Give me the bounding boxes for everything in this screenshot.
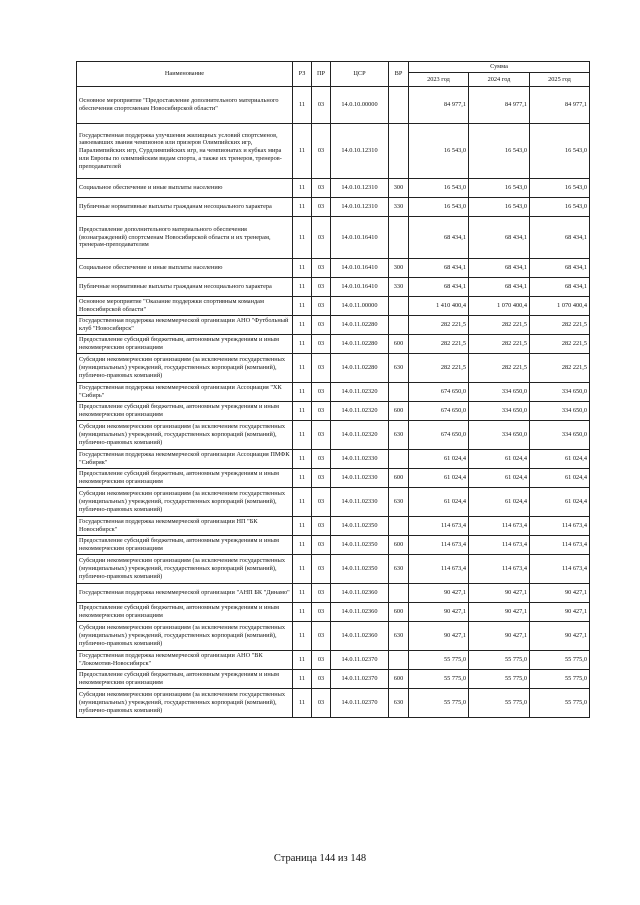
- row-rz: 11: [293, 450, 312, 469]
- row-amount-2023: 674 650,0: [409, 421, 469, 450]
- row-amount-2023: 674 650,0: [409, 402, 469, 421]
- row-csr: 14.0.11.02360: [331, 622, 389, 651]
- table-row: [77, 335, 590, 354]
- table-row: [77, 278, 590, 297]
- table-row: [77, 383, 590, 402]
- row-pr: 03: [312, 622, 331, 651]
- row-amount-2023: 16 543,0: [409, 198, 469, 217]
- row-csr: 14.0.11.02280: [331, 354, 389, 383]
- row-amount-2024: 1 070 400,4: [469, 297, 530, 316]
- row-name: Социальное обеспечение и иные выплаты населению: [77, 259, 293, 278]
- table-row: [77, 316, 590, 335]
- row-csr: 14.0.11.02280: [331, 316, 389, 335]
- row-amount-2024: 16 543,0: [469, 198, 530, 217]
- budget-table: [76, 61, 590, 718]
- row-amount-2025: 68 434,1: [530, 217, 590, 259]
- row-vr: [389, 584, 409, 603]
- row-vr: 630: [389, 689, 409, 718]
- row-csr: 14.0.10.16410: [331, 278, 389, 297]
- row-name: Субсидии некоммерческим организациям (за исключением государственных (муниципальных) учреждений, государственных корпораций (компаний), публично-правовых компаний): [77, 421, 293, 450]
- row-amount-2023: 61 024,4: [409, 469, 469, 488]
- header-csr: ЦСР: [331, 62, 389, 87]
- row-amount-2024: 55 775,0: [469, 670, 530, 689]
- row-amount-2025: 90 427,1: [530, 584, 590, 603]
- row-name: Предоставление субсидий бюджетным, автономным учреждениям и иным некоммерческим организациям: [77, 469, 293, 488]
- row-name: Государственная поддержка некоммерческой организации "АНП БК "Динамо": [77, 584, 293, 603]
- row-pr: 03: [312, 450, 331, 469]
- row-amount-2024: 282 221,5: [469, 316, 530, 335]
- row-rz: 11: [293, 402, 312, 421]
- row-vr: [389, 517, 409, 536]
- row-csr: 14.0.11.00000: [331, 297, 389, 316]
- row-rz: 11: [293, 469, 312, 488]
- table-row: [77, 259, 590, 278]
- row-vr: [389, 297, 409, 316]
- row-csr: 14.0.11.02350: [331, 517, 389, 536]
- row-pr: 03: [312, 87, 331, 124]
- table-row: [77, 555, 590, 584]
- row-amount-2025: 1 070 400,4: [530, 297, 590, 316]
- row-amount-2024: 114 673,4: [469, 536, 530, 555]
- row-amount-2024: 16 543,0: [469, 124, 530, 179]
- row-amount-2025: 16 543,0: [530, 198, 590, 217]
- row-rz: 11: [293, 335, 312, 354]
- row-amount-2025: 68 434,1: [530, 259, 590, 278]
- row-amount-2025: 114 673,4: [530, 536, 590, 555]
- row-amount-2024: 334 650,0: [469, 383, 530, 402]
- row-rz: 11: [293, 517, 312, 536]
- row-rz: 11: [293, 584, 312, 603]
- table-row: [77, 536, 590, 555]
- table-row: [77, 179, 590, 198]
- row-name: Предоставление субсидий бюджетным, автономным учреждениям и иным некоммерческим организациям: [77, 603, 293, 622]
- row-amount-2025: 114 673,4: [530, 555, 590, 584]
- row-name: Государственная поддержка некоммерческой организации Ассоциация ПМФК "Сибиряк": [77, 450, 293, 469]
- row-amount-2023: 61 024,4: [409, 488, 469, 517]
- row-amount-2025: 55 775,0: [530, 670, 590, 689]
- row-name: Государственная поддержка некоммерческой организации НП "БК Новосибирск": [77, 517, 293, 536]
- row-name: Предоставление субсидий бюджетным, автономным учреждениям и иным некоммерческим организациям: [77, 335, 293, 354]
- row-amount-2025: 55 775,0: [530, 689, 590, 718]
- row-pr: 03: [312, 689, 331, 718]
- row-csr: 14.0.11.02360: [331, 584, 389, 603]
- table-row: [77, 124, 590, 179]
- row-amount-2024: 68 434,1: [469, 217, 530, 259]
- row-amount-2024: 84 977,1: [469, 87, 530, 124]
- row-name: Основное мероприятие "Предоставление дополнительного материального обеспечения спортсменам Новосибирской области": [77, 87, 293, 124]
- row-amount-2023: 1 410 400,4: [409, 297, 469, 316]
- row-amount-2025: 334 650,0: [530, 383, 590, 402]
- row-vr: 630: [389, 622, 409, 651]
- row-pr: 03: [312, 517, 331, 536]
- header-vr: ВР: [389, 62, 409, 87]
- row-pr: 03: [312, 383, 331, 402]
- row-csr: 14.0.10.16410: [331, 259, 389, 278]
- row-amount-2024: 282 221,5: [469, 354, 530, 383]
- row-vr: [389, 383, 409, 402]
- row-amount-2023: 90 427,1: [409, 584, 469, 603]
- row-csr: 14.0.11.02360: [331, 603, 389, 622]
- row-csr: 14.0.11.02370: [331, 689, 389, 718]
- row-rz: 11: [293, 354, 312, 383]
- row-amount-2024: 61 024,4: [469, 450, 530, 469]
- row-amount-2024: 68 434,1: [469, 259, 530, 278]
- row-amount-2024: 90 427,1: [469, 622, 530, 651]
- row-amount-2024: 61 024,4: [469, 469, 530, 488]
- table-row: [77, 450, 590, 469]
- row-csr: 14.0.11.02330: [331, 488, 389, 517]
- row-amount-2024: 55 775,0: [469, 651, 530, 670]
- row-name: Субсидии некоммерческим организациям (за исключением государственных (муниципальных) учреждений, государственных корпораций (компаний), публично-правовых компаний): [77, 555, 293, 584]
- row-csr: 14.0.11.02330: [331, 469, 389, 488]
- row-name: Субсидии некоммерческим организациям (за исключением государственных (муниципальных) учреждений, государственных корпораций (компаний), публично-правовых компаний): [77, 622, 293, 651]
- row-vr: 630: [389, 555, 409, 584]
- row-pr: 03: [312, 335, 331, 354]
- row-name: Публичные нормативные выплаты гражданам несоциального характера: [77, 278, 293, 297]
- row-vr: [389, 651, 409, 670]
- row-amount-2025: 61 024,4: [530, 450, 590, 469]
- row-amount-2025: 16 543,0: [530, 124, 590, 179]
- row-csr: 14.0.11.02370: [331, 670, 389, 689]
- row-vr: 600: [389, 670, 409, 689]
- row-amount-2024: 334 650,0: [469, 402, 530, 421]
- row-rz: 11: [293, 259, 312, 278]
- row-name: Предоставление субсидий бюджетным, автономным учреждениям и иным некоммерческим организациям: [77, 402, 293, 421]
- table-row: [77, 402, 590, 421]
- table-row: [77, 670, 590, 689]
- row-amount-2023: 114 673,4: [409, 517, 469, 536]
- row-vr: [389, 124, 409, 179]
- table-row: [77, 488, 590, 517]
- row-rz: 11: [293, 488, 312, 517]
- row-amount-2024: 90 427,1: [469, 584, 530, 603]
- row-rz: 11: [293, 297, 312, 316]
- row-amount-2023: 282 221,5: [409, 316, 469, 335]
- row-rz: 11: [293, 536, 312, 555]
- row-name: Государственная поддержка некоммерческой организации АНО "Футбольный клуб "Новосибирск": [77, 316, 293, 335]
- row-vr: 300: [389, 259, 409, 278]
- table-row: [77, 87, 590, 124]
- table-row: [77, 517, 590, 536]
- row-amount-2023: 68 434,1: [409, 278, 469, 297]
- row-amount-2025: 68 434,1: [530, 278, 590, 297]
- row-amount-2023: 68 434,1: [409, 217, 469, 259]
- row-amount-2023: 282 221,5: [409, 335, 469, 354]
- row-rz: 11: [293, 316, 312, 335]
- row-amount-2023: 68 434,1: [409, 259, 469, 278]
- row-vr: 600: [389, 335, 409, 354]
- row-pr: 03: [312, 217, 331, 259]
- table-row: [77, 469, 590, 488]
- row-name: Государственная поддержка улучшения жилищных условий спортсменов, завоевавших звания чемпионов или призеров Олимпийских игр, Паралимпийских игр, Сурдлимпийских игр, на чемпионатах и кубках мира или Европы по олимпийским видам спорта, а также их тренеров, тренеров-преподавателей: [77, 124, 293, 179]
- row-pr: 03: [312, 179, 331, 198]
- table-row: [77, 603, 590, 622]
- row-amount-2023: 55 775,0: [409, 651, 469, 670]
- row-name: Основное мероприятие "Оказание поддержки спортивным командам Новосибирской области": [77, 297, 293, 316]
- row-csr: 14.0.11.02280: [331, 335, 389, 354]
- page-number: Страница 144 из 148: [273, 853, 367, 864]
- row-amount-2023: 55 775,0: [409, 670, 469, 689]
- row-vr: [389, 87, 409, 124]
- row-amount-2024: 334 650,0: [469, 421, 530, 450]
- row-vr: 630: [389, 421, 409, 450]
- row-amount-2024: 114 673,4: [469, 555, 530, 584]
- row-csr: 14.0.11.02320: [331, 421, 389, 450]
- row-amount-2023: 16 543,0: [409, 124, 469, 179]
- row-vr: 330: [389, 278, 409, 297]
- header-year-2025: 2025 год: [530, 73, 590, 87]
- row-name: Предоставление дополнительного материального обеспечения (вознаграждений) спортсменам Новосибирской области и их тренерам, тренерам-преподавателям: [77, 217, 293, 259]
- row-amount-2024: 282 221,5: [469, 335, 530, 354]
- row-csr: 14.0.11.02370: [331, 651, 389, 670]
- table-row: [77, 198, 590, 217]
- row-name: Социальное обеспечение и иные выплаты населению: [77, 179, 293, 198]
- row-vr: [389, 450, 409, 469]
- row-pr: 03: [312, 402, 331, 421]
- row-rz: 11: [293, 421, 312, 450]
- row-vr: 630: [389, 488, 409, 517]
- row-csr: 14.0.11.02320: [331, 383, 389, 402]
- row-amount-2023: 61 024,4: [409, 450, 469, 469]
- row-amount-2025: 282 221,5: [530, 335, 590, 354]
- row-amount-2025: 55 775,0: [530, 651, 590, 670]
- header-sum: Сумма: [409, 62, 590, 73]
- row-csr: 14.0.11.02320: [331, 402, 389, 421]
- row-name: Предоставление субсидий бюджетным, автономным учреждениям и иным некоммерческим организациям: [77, 670, 293, 689]
- row-amount-2025: 16 543,0: [530, 179, 590, 198]
- table-row: [77, 689, 590, 718]
- row-amount-2023: 114 673,4: [409, 555, 469, 584]
- row-rz: 11: [293, 603, 312, 622]
- row-name: Государственная поддержка некоммерческой организации АНО "ВК "Локомотив-Новосибирск": [77, 651, 293, 670]
- row-rz: 11: [293, 278, 312, 297]
- table-row: [77, 217, 590, 259]
- table-row: [77, 651, 590, 670]
- row-vr: 600: [389, 469, 409, 488]
- row-vr: 600: [389, 603, 409, 622]
- row-amount-2023: 282 221,5: [409, 354, 469, 383]
- row-pr: 03: [312, 354, 331, 383]
- row-rz: 11: [293, 383, 312, 402]
- row-pr: 03: [312, 297, 331, 316]
- row-pr: 03: [312, 469, 331, 488]
- row-pr: 03: [312, 536, 331, 555]
- row-rz: 11: [293, 555, 312, 584]
- row-amount-2023: 55 775,0: [409, 689, 469, 718]
- row-pr: 03: [312, 603, 331, 622]
- row-pr: 03: [312, 488, 331, 517]
- row-pr: 03: [312, 124, 331, 179]
- row-vr: [389, 217, 409, 259]
- row-rz: 11: [293, 622, 312, 651]
- row-csr: 14.0.10.00000: [331, 87, 389, 124]
- header-pr: ПР: [312, 62, 331, 87]
- row-vr: 600: [389, 402, 409, 421]
- row-vr: 630: [389, 354, 409, 383]
- row-csr: 14.0.11.02330: [331, 450, 389, 469]
- row-vr: 300: [389, 179, 409, 198]
- row-csr: 14.0.10.12310: [331, 124, 389, 179]
- row-csr: 14.0.10.12310: [331, 179, 389, 198]
- row-amount-2024: 55 775,0: [469, 689, 530, 718]
- row-pr: 03: [312, 278, 331, 297]
- header-name: Наименование: [77, 62, 293, 87]
- row-csr: 14.0.10.12310: [331, 198, 389, 217]
- row-vr: 600: [389, 536, 409, 555]
- row-amount-2024: 16 543,0: [469, 179, 530, 198]
- row-rz: 11: [293, 87, 312, 124]
- row-amount-2024: 90 427,1: [469, 603, 530, 622]
- row-rz: 11: [293, 670, 312, 689]
- row-amount-2025: 90 427,1: [530, 622, 590, 651]
- row-amount-2025: 61 024,4: [530, 469, 590, 488]
- row-amount-2025: 282 221,5: [530, 354, 590, 383]
- row-vr: [389, 316, 409, 335]
- row-pr: 03: [312, 555, 331, 584]
- row-amount-2025: 114 673,4: [530, 517, 590, 536]
- row-amount-2023: 90 427,1: [409, 603, 469, 622]
- row-amount-2024: 68 434,1: [469, 278, 530, 297]
- row-rz: 11: [293, 689, 312, 718]
- row-amount-2025: 334 650,0: [530, 421, 590, 450]
- table-row: [77, 584, 590, 603]
- row-csr: 14.0.10.16410: [331, 217, 389, 259]
- table-body: [77, 87, 590, 718]
- header-year-2023: 2023 год: [409, 73, 469, 87]
- table-row: [77, 354, 590, 383]
- row-amount-2025: 61 024,4: [530, 488, 590, 517]
- row-rz: 11: [293, 198, 312, 217]
- row-name: Публичные нормативные выплаты гражданам несоциального характера: [77, 198, 293, 217]
- row-name: Государственная поддержка некоммерческой организации Ассоциация "ХК "Сибирь": [77, 383, 293, 402]
- row-amount-2023: 90 427,1: [409, 622, 469, 651]
- row-name: Предоставление субсидий бюджетным, автономным учреждениям и иным некоммерческим организациям: [77, 536, 293, 555]
- header-rz: РЗ: [293, 62, 312, 87]
- row-rz: 11: [293, 179, 312, 198]
- row-amount-2025: 282 221,5: [530, 316, 590, 335]
- row-amount-2025: 84 977,1: [530, 87, 590, 124]
- row-pr: 03: [312, 198, 331, 217]
- row-rz: 11: [293, 651, 312, 670]
- row-amount-2023: 16 543,0: [409, 179, 469, 198]
- row-amount-2024: 114 673,4: [469, 517, 530, 536]
- row-pr: 03: [312, 316, 331, 335]
- table-row: [77, 622, 590, 651]
- row-rz: 11: [293, 124, 312, 179]
- row-pr: 03: [312, 584, 331, 603]
- row-pr: 03: [312, 670, 331, 689]
- header-year-2024: 2024 год: [469, 73, 530, 87]
- row-pr: 03: [312, 651, 331, 670]
- table-row: [77, 297, 590, 316]
- row-amount-2023: 114 673,4: [409, 536, 469, 555]
- row-amount-2023: 674 650,0: [409, 383, 469, 402]
- row-pr: 03: [312, 421, 331, 450]
- row-rz: 11: [293, 217, 312, 259]
- row-amount-2025: 334 650,0: [530, 402, 590, 421]
- table-row: [77, 421, 590, 450]
- row-name: Субсидии некоммерческим организациям (за исключением государственных (муниципальных) учреждений, государственных корпораций (компаний), публично-правовых компаний): [77, 354, 293, 383]
- row-amount-2024: 61 024,4: [469, 488, 530, 517]
- row-name: Субсидии некоммерческим организациям (за исключением государственных (муниципальных) учреждений, государственных корпораций (компаний), публично-правовых компаний): [77, 689, 293, 718]
- row-csr: 14.0.11.02350: [331, 555, 389, 584]
- row-vr: 330: [389, 198, 409, 217]
- row-csr: 14.0.11.02350: [331, 536, 389, 555]
- row-amount-2023: 84 977,1: [409, 87, 469, 124]
- row-amount-2025: 90 427,1: [530, 603, 590, 622]
- row-name: Субсидии некоммерческим организациям (за исключением государственных (муниципальных) учреждений, государственных корпораций (компаний), публично-правовых компаний): [77, 488, 293, 517]
- row-pr: 03: [312, 259, 331, 278]
